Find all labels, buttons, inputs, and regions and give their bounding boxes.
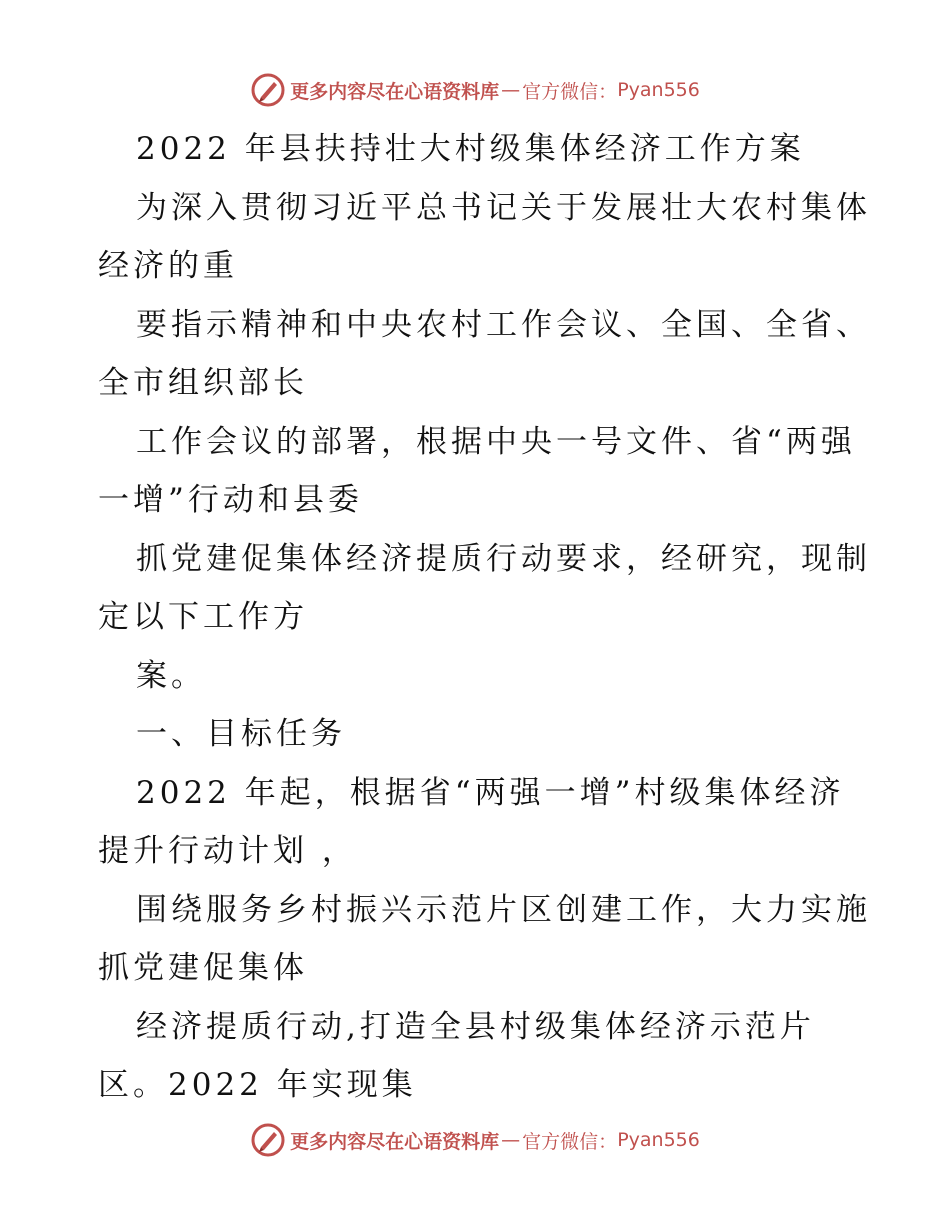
paragraph-line: 提升行动计划 ， — [98, 833, 357, 869]
document-body — [98, 120, 871, 1115]
watermark-separator: — — [501, 1129, 521, 1151]
paragraph-line: 要指示精神和中央农村工作会议、全国、全省、 — [136, 306, 871, 343]
paragraph-line: 为深入贯彻习近平总书记关于发展壮大农村集体 — [136, 189, 871, 226]
watermark-account: Pyan556 — [617, 1129, 700, 1151]
watermark-text: 更多内容尽在心语资料库 — [290, 80, 500, 103]
paragraph-line: 区。2022 年实现集 — [98, 1067, 417, 1103]
watermark-account: Pyan556 — [617, 79, 700, 101]
paragraph-line: 抓党建促集体 — [98, 950, 308, 986]
paragraph-line: 案。 — [136, 657, 206, 694]
watermark-footer — [0, 1120, 950, 1160]
watermark-separator: — — [501, 79, 521, 101]
pen-seal-icon — [250, 1122, 286, 1158]
paragraph-line: 经济提质行动,打造全县村级集体经济示范片 — [136, 1008, 815, 1045]
paragraph-line: 围绕服务乡村振兴示范片区创建工作，大力实施 — [136, 891, 871, 928]
watermark-label: 官方微信： — [522, 1130, 618, 1153]
paragraph-line: 经济的重 — [98, 248, 238, 284]
document-title: 2022 年县扶持壮大村级集体经济工作方案 — [136, 131, 805, 167]
paragraph-line: 全市组织部长 — [98, 365, 308, 401]
section-heading: 一、目标任务 — [136, 716, 346, 752]
watermark-header — [0, 70, 950, 110]
paragraph-line: 一增”行动和县委 — [98, 482, 363, 518]
watermark-text: 更多内容尽在心语资料库 — [290, 1130, 500, 1153]
watermark-label: 官方微信： — [522, 80, 618, 103]
paragraph-line: 抓党建促集体经济提质行动要求，经研究，现制 — [136, 540, 871, 577]
paragraph-line: 工作会议的部署，根据中央一号文件、省“两强 — [136, 423, 856, 460]
paragraph-line: 定以下工作方 — [98, 599, 308, 635]
pen-seal-icon — [250, 72, 286, 108]
paragraph-line: 2022 年起，根据省“两强一增”村级集体经济 — [136, 774, 845, 811]
